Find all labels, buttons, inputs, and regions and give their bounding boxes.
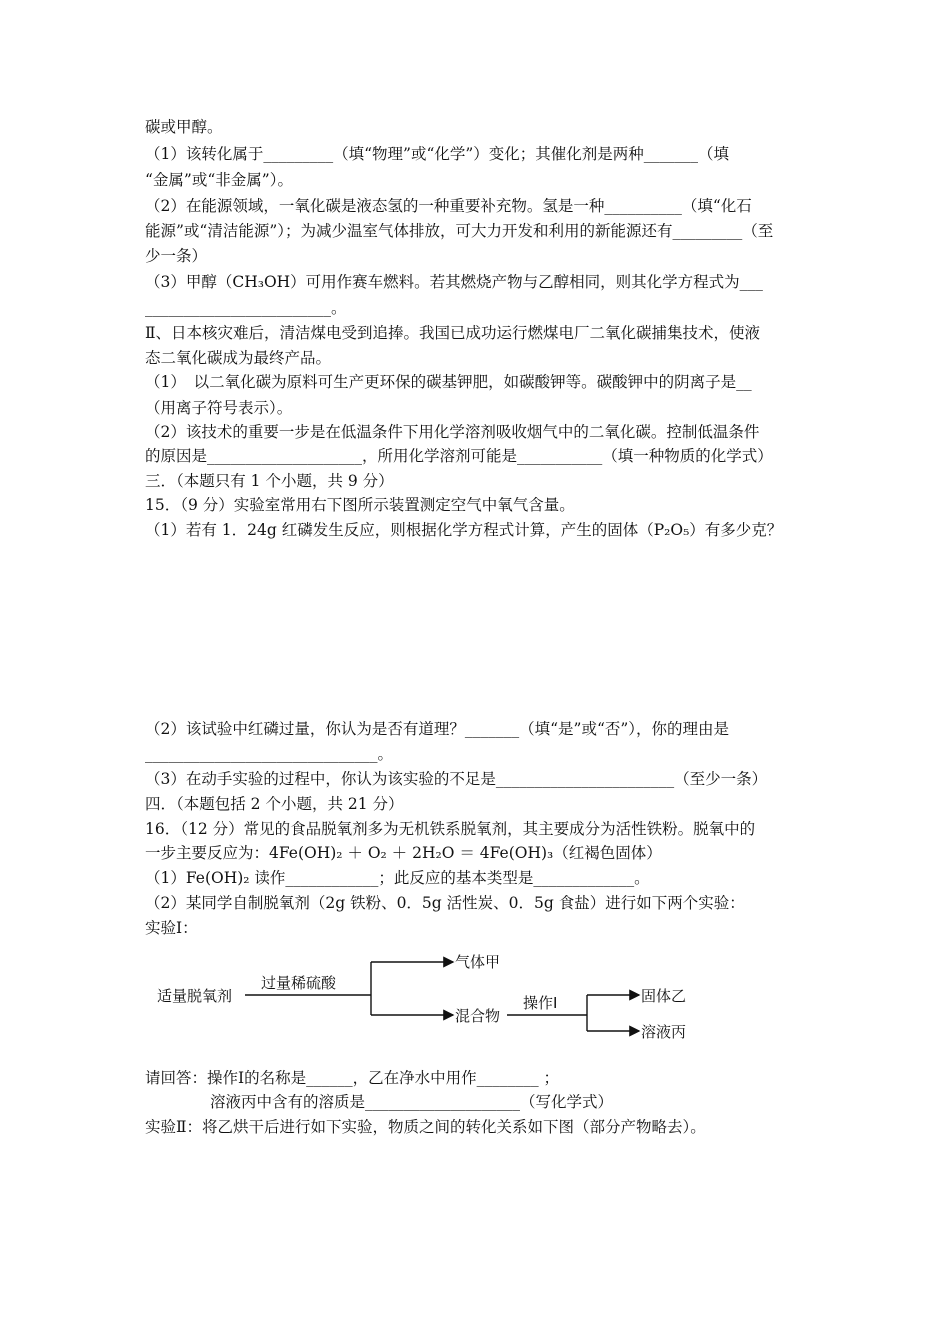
text-line: （1）若有 1．24g 红磷发生反应，则根据化学方程式计算，产生的固体（P₂O₅）有多少克？	[145, 521, 783, 539]
section-heading: 四．（本题包括 2 个小题，共 21 分）	[145, 795, 404, 813]
text-line: （2）该试验中红磷过量，你认为是否有道理？_______（填“是”或“否”），你的理由是	[145, 720, 730, 738]
text-line: 请回答：操作Ⅰ的名称是______，乙在净水中用作________ ；	[145, 1069, 560, 1087]
text-line: ______________________________。	[145, 745, 394, 763]
operation-label: 操作Ⅰ	[523, 994, 558, 1012]
reagent-label: 过量稀硫酸	[261, 974, 337, 992]
text-line: （用离子符号表示）。	[145, 399, 293, 417]
text-line: 溶液丙中含有的溶质是____________________（写化学式）	[210, 1093, 614, 1111]
mixture-label: 混合物	[455, 1007, 501, 1025]
text-line: （2）在能源领域，一氧化碳是液态氢的一种重要补充物。氢是一种__________（填“化石	[145, 197, 752, 215]
text-line: 实验Ⅱ：将乙烘干后进行如下实验，物质之间的转化关系如下图（部分产物略去）。	[145, 1118, 706, 1136]
text-line: 实验Ⅰ：	[145, 919, 198, 937]
text-line: （1）该转化属于_________（填“物理”或“化学”）变化；其催化剂是两种_______（填	[145, 145, 730, 163]
text-line: （1）Fe(OH)₂ 读作____________；此反应的基本类型是_____________。	[145, 869, 650, 887]
gas-label: 气体甲	[455, 953, 501, 971]
section-heading: 三．（本题只有 1 个小题，共 9 分）	[145, 472, 394, 490]
text-line: （3）在动手实验的过程中，你认为该实验的不足是_______________________（至少一条）	[145, 770, 768, 788]
solution-label: 溶液丙	[641, 1023, 687, 1041]
text-line: （2）某同学自制脱氧剂（2g 铁粉、0．5g 活性炭、0．5g 食盐）进行如下两个实验：	[145, 894, 745, 912]
question-16: 16．（12 分）常见的食品脱氧剂多为无机铁系脱氧剂，其主要成分为活性铁粉。脱氧中的	[145, 820, 756, 838]
text-line: 态二氧化碳成为最终产品。	[145, 349, 332, 367]
text-line: Ⅱ、日本核灾难后，清洁煤电受到追捧。我国已成功运行燃煤电厂二氧化碳捕集技术，使液	[145, 324, 761, 342]
text-line: （2）该技术的重要一步是在低温条件下用化学溶剂吸收烟气中的二氧化碳。控制低温条件	[145, 423, 760, 441]
text-line: “金属”或“非金属”）。	[145, 171, 293, 189]
solid-label: 固体乙	[641, 987, 687, 1005]
text-line: （3）甲醇（CH₃OH）可用作赛车燃料。若其燃烧产物与乙醇相同，则其化学方程式为___	[145, 273, 763, 291]
text-line: 碳或甲醇。	[145, 118, 223, 136]
text-line: ________________________。	[145, 299, 347, 317]
text-line: 少一条）	[145, 247, 208, 265]
text-line: （1） 以二氧化碳为原料可生产更环保的碳基钾肥，如碳酸钾等。碳酸钾中的阴离子是__	[145, 373, 752, 391]
question-15: 15．（9 分）实验室常用右下图所示装置测定空气中氧气含量。	[145, 496, 575, 514]
text-line: 的原因是____________________，所用化学溶剂可能是___________（填一种物质的化学式）	[145, 447, 773, 465]
experiment-flow-diagram	[145, 945, 705, 1045]
text-line: 一步主要反应为：4Fe(OH)₂ ＋ O₂ ＋ 2H₂O ＝ 4Fe(OH)₃（红褐色固体）	[145, 844, 662, 862]
start-label: 适量脱氧剂	[157, 987, 233, 1005]
text-line: 能源”或“清洁能源”）；为减少温室气体排放，可大力开发和利用的新能源还有_________（至	[145, 222, 774, 240]
